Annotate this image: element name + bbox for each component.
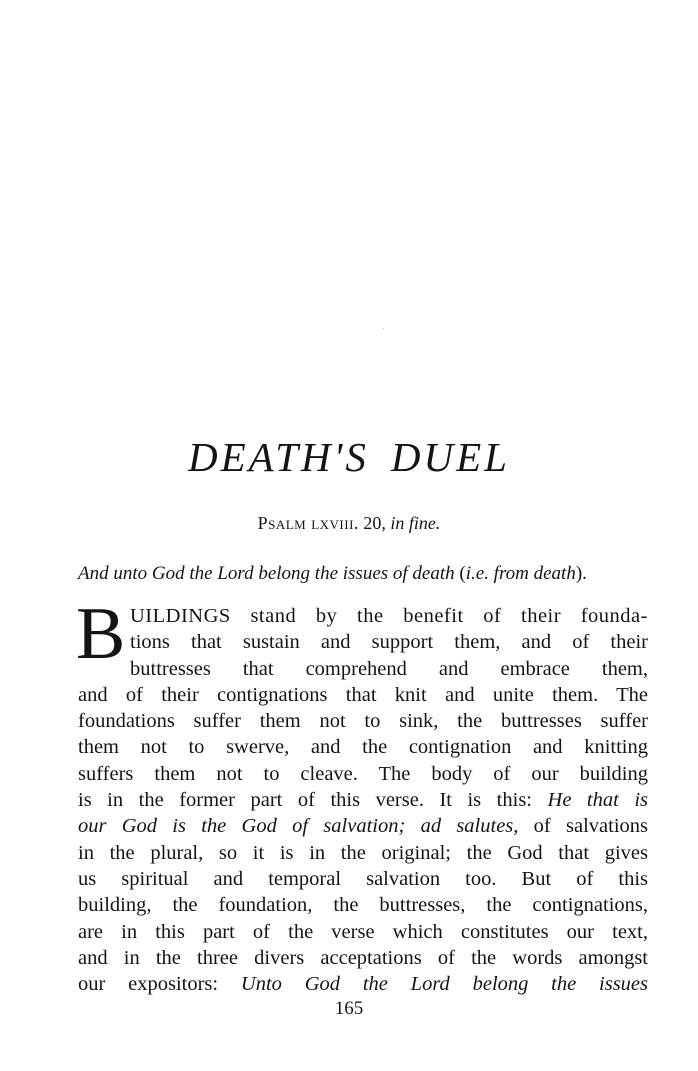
chapter-title: [0, 432, 698, 482]
epigraph-paren-close: ).: [575, 563, 587, 584]
body-paragraph: [76, 593, 649, 997]
body-line-2: tions that sustain and support them, and of their: [130, 631, 648, 654]
body-line-9-italic: our God is the God of salvation; ad salutes,: [78, 815, 519, 838]
psalm-ref-caps: Psalm lxviii.: [257, 513, 359, 533]
body-line-14: and in the three divers acceptations of the words amongst: [78, 946, 648, 969]
body-line-1: UILDINGS stand by the benefit of their founda-: [130, 605, 648, 627]
body-line-4: and of their contignations that knit and unite them. The: [78, 683, 648, 706]
body-line-8-roman: is in the former part of this verse. It is this:: [78, 789, 532, 812]
scripture-reference: [0, 511, 698, 535]
paper-speck: [383, 328, 384, 329]
title-word-2: DUEL: [390, 434, 510, 480]
body-line-15-italic: Unto God the Lord belong the issues: [240, 973, 649, 996]
body-line-12: building, the foundation, the buttresses, the contignations,: [78, 894, 648, 917]
body-line-10: in the plural, so it is in the original; the God that gives: [78, 841, 648, 864]
title-word-1: DEATH'S: [188, 434, 369, 480]
body-line-3: buttresses that comprehend and embrace them,: [130, 657, 648, 680]
body-line-15: [78, 971, 648, 997]
body-line-13: are in this part of the verse which constitutes our text,: [78, 920, 648, 943]
body-line-6: them not to swerve, and the contignation and knitting: [78, 736, 648, 759]
epigraph: [78, 561, 652, 587]
body-line-9-roman: of salvations: [533, 815, 648, 838]
psalm-ref-italic: in fine.: [390, 513, 441, 533]
body-line-15-roman: our expositors:: [78, 973, 219, 996]
page-number: 165: [334, 998, 364, 1019]
body-line-9: [78, 813, 648, 839]
psalm-ref-number: 20,: [358, 513, 391, 533]
body-line-11: us spiritual and temporal salvation too. But of this: [78, 867, 648, 890]
epigraph-text: And unto God the Lord belong the issues of death: [78, 563, 460, 584]
body-line-8: [78, 787, 648, 813]
body-line-5: foundations suffer them not to sink, the buttresses suffer: [78, 710, 648, 733]
drop-cap: B: [76, 593, 126, 675]
epigraph-paren-open: (: [459, 563, 466, 584]
body-line-7: suffers them not to cleave. The body of our building: [78, 762, 648, 785]
epigraph-gloss: i.e. from death: [465, 563, 576, 584]
body-line-8-italic: He that is: [547, 789, 649, 812]
